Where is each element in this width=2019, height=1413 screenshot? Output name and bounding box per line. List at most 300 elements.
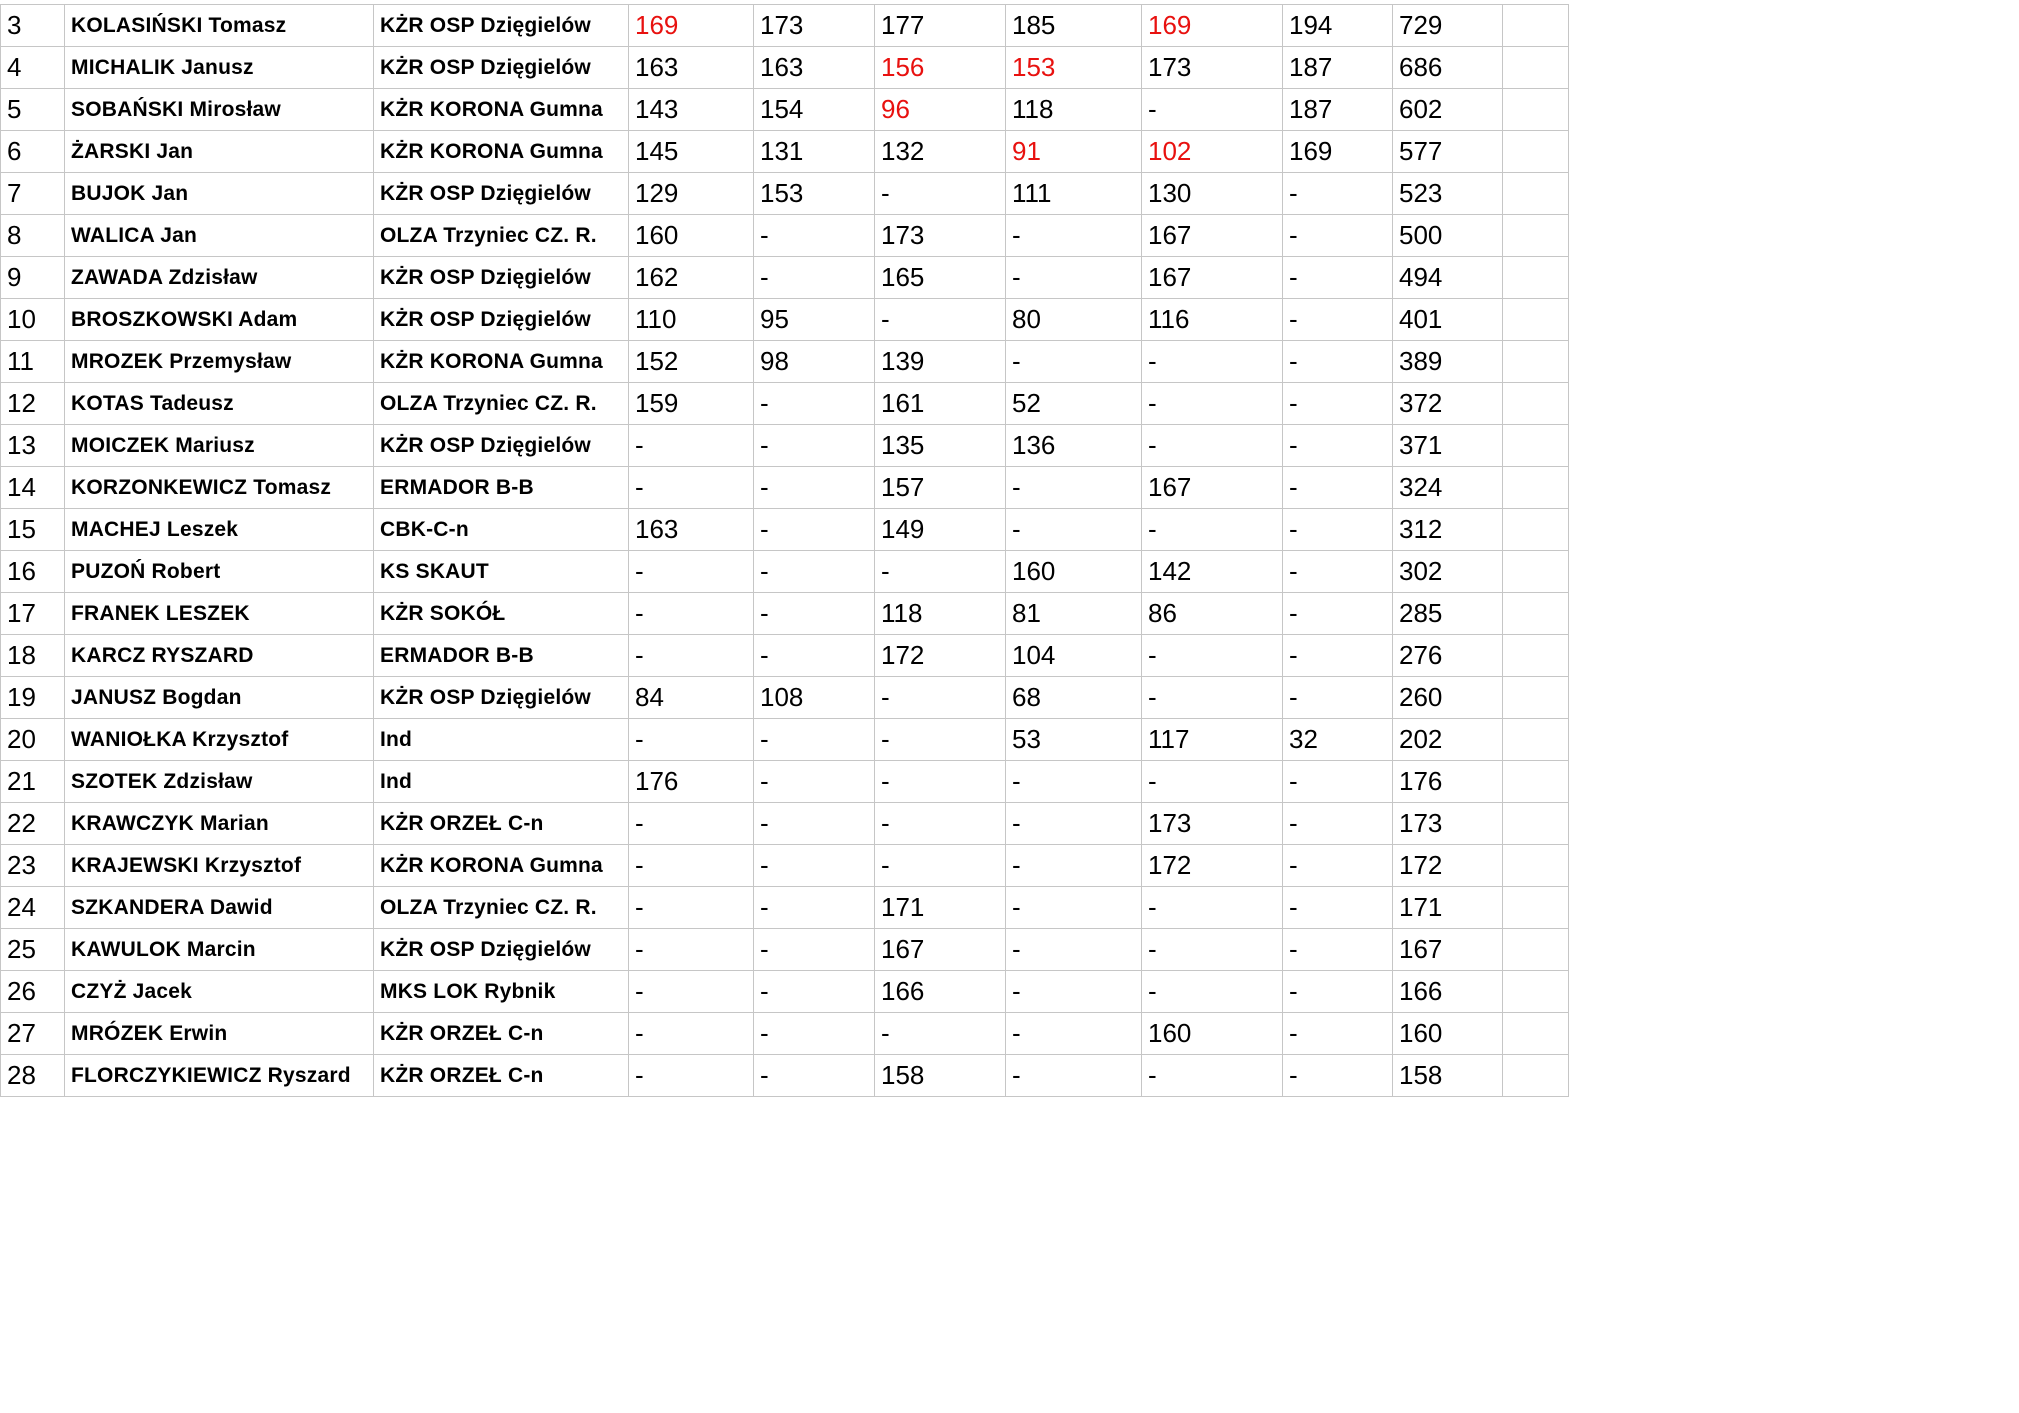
round-1-score-cell[interactable]: 163 — [629, 47, 754, 89]
place-cell[interactable]: 22 — [1, 803, 65, 845]
round-6-score-cell[interactable]: - — [1283, 383, 1393, 425]
club-cell[interactable]: KŻR OSP Dzięgielów — [374, 677, 629, 719]
round-4-score-cell[interactable]: 185 — [1006, 5, 1142, 47]
round-2-score-cell[interactable]: - — [754, 635, 875, 677]
place-cell[interactable]: 18 — [1, 635, 65, 677]
place-cell[interactable]: 4 — [1, 47, 65, 89]
competitor-name-cell[interactable]: KRAWCZYK Marian — [65, 803, 374, 845]
round-4-score-cell[interactable]: 52 — [1006, 383, 1142, 425]
round-5-score-cell[interactable]: 160 — [1142, 1013, 1283, 1055]
competitor-name-cell[interactable]: SZKANDERA Dawid — [65, 887, 374, 929]
round-6-score-cell[interactable]: 194 — [1283, 5, 1393, 47]
competitor-name-cell[interactable]: WANIOŁKA Krzysztof — [65, 719, 374, 761]
round-6-score-cell[interactable]: - — [1283, 803, 1393, 845]
round-2-score-cell[interactable]: - — [754, 467, 875, 509]
round-3-score-cell[interactable]: - — [875, 1013, 1006, 1055]
place-cell[interactable]: 17 — [1, 593, 65, 635]
place-cell[interactable]: 5 — [1, 89, 65, 131]
place-cell[interactable]: 8 — [1, 215, 65, 257]
round-4-score-cell[interactable]: 111 — [1006, 173, 1142, 215]
competitor-name-cell[interactable]: JANUSZ Bogdan — [65, 677, 374, 719]
total-score-cell[interactable]: 172 — [1393, 845, 1503, 887]
place-cell[interactable]: 16 — [1, 551, 65, 593]
total-score-cell[interactable]: 167 — [1393, 929, 1503, 971]
empty-cell[interactable] — [1503, 467, 1569, 509]
place-cell[interactable]: 20 — [1, 719, 65, 761]
total-score-cell[interactable]: 285 — [1393, 593, 1503, 635]
empty-cell[interactable] — [1503, 551, 1569, 593]
empty-cell[interactable] — [1503, 215, 1569, 257]
empty-cell[interactable] — [1503, 383, 1569, 425]
round-6-score-cell[interactable]: - — [1283, 635, 1393, 677]
round-6-score-cell[interactable]: - — [1283, 299, 1393, 341]
club-cell[interactable]: KŻR OSP Dzięgielów — [374, 5, 629, 47]
round-2-score-cell[interactable]: - — [754, 803, 875, 845]
round-5-score-cell[interactable]: - — [1142, 509, 1283, 551]
competitor-name-cell[interactable]: KAWULOK Marcin — [65, 929, 374, 971]
place-cell[interactable]: 13 — [1, 425, 65, 467]
total-score-cell[interactable]: 324 — [1393, 467, 1503, 509]
empty-cell[interactable] — [1503, 929, 1569, 971]
club-cell[interactable]: KŻR OSP Dzięgielów — [374, 929, 629, 971]
empty-cell[interactable] — [1503, 845, 1569, 887]
round-5-score-cell[interactable]: 173 — [1142, 47, 1283, 89]
place-cell[interactable]: 24 — [1, 887, 65, 929]
round-6-score-cell[interactable]: - — [1283, 551, 1393, 593]
table-row — [1, 803, 1569, 845]
round-4-score-cell[interactable]: - — [1006, 845, 1142, 887]
round-4-score-cell[interactable]: 80 — [1006, 299, 1142, 341]
club-cell[interactable]: MKS LOK Rybnik — [374, 971, 629, 1013]
round-5-score-cell[interactable]: 86 — [1142, 593, 1283, 635]
club-cell[interactable]: KŻR ORZEŁ C-n — [374, 1013, 629, 1055]
round-6-score-cell[interactable]: 187 — [1283, 89, 1393, 131]
round-4-score-cell[interactable]: - — [1006, 341, 1142, 383]
total-score-cell[interactable]: 302 — [1393, 551, 1503, 593]
round-3-score-cell[interactable]: 96 — [875, 89, 1006, 131]
total-score-cell[interactable]: 686 — [1393, 47, 1503, 89]
round-4-score-cell[interactable]: 53 — [1006, 719, 1142, 761]
place-cell[interactable]: 6 — [1, 131, 65, 173]
round-2-score-cell[interactable]: - — [754, 929, 875, 971]
round-5-score-cell[interactable]: - — [1142, 425, 1283, 467]
competitor-name-cell[interactable]: MROZEK Przemysław — [65, 341, 374, 383]
round-5-score-cell[interactable]: 116 — [1142, 299, 1283, 341]
round-2-score-cell[interactable]: - — [754, 593, 875, 635]
place-cell[interactable]: 7 — [1, 173, 65, 215]
round-3-score-cell[interactable]: 132 — [875, 131, 1006, 173]
table-row — [1, 761, 1569, 803]
round-1-score-cell[interactable]: 143 — [629, 89, 754, 131]
round-6-score-cell[interactable]: - — [1283, 215, 1393, 257]
round-6-score-cell[interactable]: - — [1283, 1055, 1393, 1097]
round-2-score-cell[interactable]: - — [754, 425, 875, 467]
round-1-score-cell[interactable]: 152 — [629, 341, 754, 383]
table-row — [1, 425, 1569, 467]
club-cell[interactable]: ERMADOR B-B — [374, 467, 629, 509]
competitor-name-cell[interactable]: FRANEK LESZEK — [65, 593, 374, 635]
total-score-cell[interactable]: 160 — [1393, 1013, 1503, 1055]
table-row — [1, 971, 1569, 1013]
round-1-score-cell[interactable]: - — [629, 845, 754, 887]
round-1-score-cell[interactable]: - — [629, 887, 754, 929]
round-6-score-cell[interactable]: 169 — [1283, 131, 1393, 173]
round-1-score-cell[interactable]: - — [629, 425, 754, 467]
round-1-score-cell[interactable]: 84 — [629, 677, 754, 719]
place-cell[interactable]: 15 — [1, 509, 65, 551]
round-5-score-cell[interactable]: - — [1142, 635, 1283, 677]
round-2-score-cell[interactable]: 173 — [754, 5, 875, 47]
round-1-score-cell[interactable]: - — [629, 1055, 754, 1097]
place-cell[interactable]: 12 — [1, 383, 65, 425]
round-5-score-cell[interactable]: - — [1142, 1055, 1283, 1097]
table-row — [1, 845, 1569, 887]
club-cell[interactable]: KŻR OSP Dzięgielów — [374, 173, 629, 215]
place-cell[interactable]: 28 — [1, 1055, 65, 1097]
club-cell[interactable]: OLZA Trzyniec CZ. R. — [374, 887, 629, 929]
competitor-name-cell[interactable]: MACHEJ Leszek — [65, 509, 374, 551]
round-4-score-cell[interactable]: - — [1006, 509, 1142, 551]
round-1-score-cell[interactable]: - — [629, 467, 754, 509]
round-2-score-cell[interactable]: 98 — [754, 341, 875, 383]
empty-cell[interactable] — [1503, 761, 1569, 803]
round-1-score-cell[interactable]: 160 — [629, 215, 754, 257]
round-1-score-cell[interactable]: - — [629, 971, 754, 1013]
table-row — [1, 593, 1569, 635]
round-3-score-cell[interactable]: 156 — [875, 47, 1006, 89]
total-score-cell[interactable]: 260 — [1393, 677, 1503, 719]
total-score-cell[interactable]: 389 — [1393, 341, 1503, 383]
total-score-cell[interactable]: 202 — [1393, 719, 1503, 761]
round-5-score-cell[interactable]: 172 — [1142, 845, 1283, 887]
empty-cell[interactable] — [1503, 131, 1569, 173]
competitor-name-cell[interactable]: ZAWADA Zdzisław — [65, 257, 374, 299]
round-1-score-cell[interactable]: - — [629, 1013, 754, 1055]
round-6-score-cell[interactable]: - — [1283, 173, 1393, 215]
round-5-score-cell[interactable]: - — [1142, 383, 1283, 425]
round-4-score-cell[interactable]: 118 — [1006, 89, 1142, 131]
competitor-name-cell[interactable]: KOLASIŃSKI Tomasz — [65, 5, 374, 47]
total-score-cell[interactable]: 166 — [1393, 971, 1503, 1013]
competitor-name-cell[interactable]: SOBAŃSKI Mirosław — [65, 89, 374, 131]
total-score-cell[interactable]: 494 — [1393, 257, 1503, 299]
place-cell[interactable]: 21 — [1, 761, 65, 803]
round-3-score-cell[interactable]: 167 — [875, 929, 1006, 971]
competitor-name-cell[interactable]: FLORCZYKIEWICZ Ryszard — [65, 1055, 374, 1097]
round-2-score-cell[interactable]: - — [754, 971, 875, 1013]
empty-cell[interactable] — [1503, 635, 1569, 677]
round-4-score-cell[interactable]: - — [1006, 1013, 1142, 1055]
round-3-score-cell[interactable]: 161 — [875, 383, 1006, 425]
empty-cell[interactable] — [1503, 719, 1569, 761]
total-score-cell[interactable]: 577 — [1393, 131, 1503, 173]
round-4-score-cell[interactable]: - — [1006, 971, 1142, 1013]
empty-cell[interactable] — [1503, 257, 1569, 299]
table-row — [1, 5, 1569, 47]
round-6-score-cell[interactable]: - — [1283, 929, 1393, 971]
round-6-score-cell[interactable]: - — [1283, 593, 1393, 635]
empty-cell[interactable] — [1503, 1013, 1569, 1055]
empty-cell[interactable] — [1503, 593, 1569, 635]
place-cell[interactable]: 19 — [1, 677, 65, 719]
round-4-score-cell[interactable]: - — [1006, 467, 1142, 509]
competitor-name-cell[interactable]: BROSZKOWSKI Adam — [65, 299, 374, 341]
round-5-score-cell[interactable]: - — [1142, 971, 1283, 1013]
round-6-score-cell[interactable]: - — [1283, 677, 1393, 719]
total-score-cell[interactable]: 729 — [1393, 5, 1503, 47]
round-1-score-cell[interactable]: - — [629, 635, 754, 677]
round-2-score-cell[interactable]: - — [754, 887, 875, 929]
round-4-score-cell[interactable]: - — [1006, 257, 1142, 299]
round-5-score-cell[interactable]: 169 — [1142, 5, 1283, 47]
round-2-score-cell[interactable]: 131 — [754, 131, 875, 173]
competitor-name-cell[interactable]: MOICZEK Mariusz — [65, 425, 374, 467]
place-cell[interactable]: 14 — [1, 467, 65, 509]
competitor-name-cell[interactable]: ŻARSKI Jan — [65, 131, 374, 173]
place-cell[interactable]: 26 — [1, 971, 65, 1013]
place-cell[interactable]: 27 — [1, 1013, 65, 1055]
club-cell[interactable]: KŻR SOKÓŁ — [374, 593, 629, 635]
club-cell[interactable]: KŻR OSP Dzięgielów — [374, 47, 629, 89]
club-cell[interactable]: KŻR OSP Dzięgielów — [374, 299, 629, 341]
empty-cell[interactable] — [1503, 887, 1569, 929]
table-row — [1, 215, 1569, 257]
round-2-score-cell[interactable]: - — [754, 551, 875, 593]
total-score-cell[interactable]: 171 — [1393, 887, 1503, 929]
round-6-score-cell[interactable]: - — [1283, 887, 1393, 929]
round-3-score-cell[interactable]: 177 — [875, 5, 1006, 47]
round-2-score-cell[interactable]: - — [754, 1013, 875, 1055]
round-4-score-cell[interactable]: - — [1006, 215, 1142, 257]
round-5-score-cell[interactable]: 102 — [1142, 131, 1283, 173]
competitor-name-cell[interactable]: KARCZ RYSZARD — [65, 635, 374, 677]
round-3-score-cell[interactable]: - — [875, 173, 1006, 215]
competitor-name-cell[interactable]: CZYŻ Jacek — [65, 971, 374, 1013]
round-4-score-cell[interactable]: - — [1006, 887, 1142, 929]
place-cell[interactable]: 3 — [1, 5, 65, 47]
club-cell[interactable]: Ind — [374, 719, 629, 761]
round-2-score-cell[interactable]: 153 — [754, 173, 875, 215]
total-score-cell[interactable]: 276 — [1393, 635, 1503, 677]
round-3-score-cell[interactable]: 166 — [875, 971, 1006, 1013]
round-2-score-cell[interactable]: 163 — [754, 47, 875, 89]
competitor-name-cell[interactable]: KORZONKEWICZ Tomasz — [65, 467, 374, 509]
empty-cell[interactable] — [1503, 299, 1569, 341]
place-cell[interactable]: 23 — [1, 845, 65, 887]
round-2-score-cell[interactable]: - — [754, 257, 875, 299]
round-3-score-cell[interactable]: 173 — [875, 215, 1006, 257]
round-4-score-cell[interactable]: 81 — [1006, 593, 1142, 635]
round-6-score-cell[interactable]: - — [1283, 845, 1393, 887]
round-6-score-cell[interactable]: - — [1283, 467, 1393, 509]
total-score-cell[interactable]: 500 — [1393, 215, 1503, 257]
club-cell[interactable]: ERMADOR B-B — [374, 635, 629, 677]
round-5-score-cell[interactable]: 167 — [1142, 467, 1283, 509]
round-3-score-cell[interactable]: - — [875, 761, 1006, 803]
round-6-score-cell[interactable]: - — [1283, 509, 1393, 551]
round-1-score-cell[interactable]: - — [629, 551, 754, 593]
round-3-score-cell[interactable]: - — [875, 803, 1006, 845]
round-2-score-cell[interactable]: - — [754, 1055, 875, 1097]
round-4-score-cell[interactable]: 91 — [1006, 131, 1142, 173]
round-2-score-cell[interactable]: - — [754, 383, 875, 425]
round-4-score-cell[interactable]: - — [1006, 803, 1142, 845]
round-5-score-cell[interactable]: - — [1142, 887, 1283, 929]
round-5-score-cell[interactable]: - — [1142, 677, 1283, 719]
round-4-score-cell[interactable]: - — [1006, 1055, 1142, 1097]
round-4-score-cell[interactable]: 153 — [1006, 47, 1142, 89]
place-cell[interactable]: 9 — [1, 257, 65, 299]
round-1-score-cell[interactable]: - — [629, 593, 754, 635]
round-5-score-cell[interactable]: 167 — [1142, 257, 1283, 299]
round-1-score-cell[interactable]: 176 — [629, 761, 754, 803]
round-5-score-cell[interactable]: - — [1142, 761, 1283, 803]
competitor-name-cell[interactable]: KRAJEWSKI Krzysztof — [65, 845, 374, 887]
round-3-score-cell[interactable]: 139 — [875, 341, 1006, 383]
round-1-score-cell[interactable]: - — [629, 803, 754, 845]
round-1-score-cell[interactable]: 163 — [629, 509, 754, 551]
round-1-score-cell[interactable]: 110 — [629, 299, 754, 341]
round-6-score-cell[interactable]: - — [1283, 257, 1393, 299]
round-4-score-cell[interactable]: - — [1006, 761, 1142, 803]
round-3-score-cell[interactable]: 165 — [875, 257, 1006, 299]
round-3-score-cell[interactable]: - — [875, 845, 1006, 887]
club-cell[interactable]: CBK-C-n — [374, 509, 629, 551]
round-1-score-cell[interactable]: - — [629, 719, 754, 761]
round-6-score-cell[interactable]: - — [1283, 341, 1393, 383]
club-cell[interactable]: KŻR KORONA Gumna — [374, 89, 629, 131]
round-2-score-cell[interactable]: - — [754, 719, 875, 761]
round-5-score-cell[interactable]: 167 — [1142, 215, 1283, 257]
club-cell[interactable]: KŻR OSP Dzięgielów — [374, 425, 629, 467]
total-score-cell[interactable]: 176 — [1393, 761, 1503, 803]
empty-cell[interactable] — [1503, 509, 1569, 551]
competitor-name-cell[interactable]: KOTAS Tadeusz — [65, 383, 374, 425]
round-2-score-cell[interactable]: - — [754, 509, 875, 551]
round-2-score-cell[interactable]: 154 — [754, 89, 875, 131]
total-score-cell[interactable]: 523 — [1393, 173, 1503, 215]
round-6-score-cell[interactable]: 187 — [1283, 47, 1393, 89]
club-cell[interactable]: KS SKAUT — [374, 551, 629, 593]
round-3-score-cell[interactable]: - — [875, 677, 1006, 719]
round-5-score-cell[interactable]: - — [1142, 341, 1283, 383]
round-5-score-cell[interactable]: 130 — [1142, 173, 1283, 215]
round-6-score-cell[interactable]: - — [1283, 761, 1393, 803]
round-3-score-cell[interactable]: 172 — [875, 635, 1006, 677]
competitor-name-cell[interactable]: WALICA Jan — [65, 215, 374, 257]
round-3-score-cell[interactable]: - — [875, 299, 1006, 341]
table-row — [1, 467, 1569, 509]
total-score-cell[interactable]: 602 — [1393, 89, 1503, 131]
round-1-score-cell[interactable]: - — [629, 929, 754, 971]
total-score-cell[interactable]: 372 — [1393, 383, 1503, 425]
total-score-cell[interactable]: 158 — [1393, 1055, 1503, 1097]
competitor-name-cell[interactable]: BUJOK Jan — [65, 173, 374, 215]
round-3-score-cell[interactable]: - — [875, 551, 1006, 593]
round-3-score-cell[interactable]: 158 — [875, 1055, 1006, 1097]
round-1-score-cell[interactable]: 162 — [629, 257, 754, 299]
round-4-score-cell[interactable]: 68 — [1006, 677, 1142, 719]
round-5-score-cell[interactable]: 117 — [1142, 719, 1283, 761]
round-1-score-cell[interactable]: 145 — [629, 131, 754, 173]
empty-cell[interactable] — [1503, 47, 1569, 89]
empty-cell[interactable] — [1503, 341, 1569, 383]
round-6-score-cell[interactable]: - — [1283, 425, 1393, 467]
club-cell[interactable]: KŻR KORONA Gumna — [374, 341, 629, 383]
club-cell[interactable]: Ind — [374, 761, 629, 803]
round-1-score-cell[interactable]: 159 — [629, 383, 754, 425]
empty-cell[interactable] — [1503, 5, 1569, 47]
total-score-cell[interactable]: 173 — [1393, 803, 1503, 845]
club-cell[interactable]: KŻR KORONA Gumna — [374, 845, 629, 887]
empty-cell[interactable] — [1503, 1055, 1569, 1097]
club-cell[interactable]: KŻR ORZEŁ C-n — [374, 803, 629, 845]
table-row — [1, 719, 1569, 761]
round-6-score-cell[interactable]: 32 — [1283, 719, 1393, 761]
round-3-score-cell[interactable]: - — [875, 719, 1006, 761]
round-3-score-cell[interactable]: 135 — [875, 425, 1006, 467]
round-4-score-cell[interactable]: 160 — [1006, 551, 1142, 593]
round-5-score-cell[interactable]: - — [1142, 929, 1283, 971]
competitor-name-cell[interactable]: MICHALIK Janusz — [65, 47, 374, 89]
competitor-name-cell[interactable]: PUZOŃ Robert — [65, 551, 374, 593]
round-2-score-cell[interactable]: - — [754, 215, 875, 257]
total-score-cell[interactable]: 371 — [1393, 425, 1503, 467]
table-row — [1, 383, 1569, 425]
round-2-score-cell[interactable]: 108 — [754, 677, 875, 719]
competitor-name-cell[interactable]: SZOTEK Zdzisław — [65, 761, 374, 803]
total-score-cell[interactable]: 312 — [1393, 509, 1503, 551]
empty-cell[interactable] — [1503, 971, 1569, 1013]
table-row — [1, 551, 1569, 593]
round-2-score-cell[interactable]: - — [754, 761, 875, 803]
round-4-score-cell[interactable]: 136 — [1006, 425, 1142, 467]
round-3-score-cell[interactable]: 149 — [875, 509, 1006, 551]
club-cell[interactable]: OLZA Trzyniec CZ. R. — [374, 215, 629, 257]
round-4-score-cell[interactable]: - — [1006, 929, 1142, 971]
place-cell[interactable]: 10 — [1, 299, 65, 341]
round-1-score-cell[interactable]: 169 — [629, 5, 754, 47]
round-2-score-cell[interactable]: - — [754, 845, 875, 887]
empty-cell[interactable] — [1503, 803, 1569, 845]
table-row — [1, 677, 1569, 719]
round-6-score-cell[interactable]: - — [1283, 971, 1393, 1013]
round-5-score-cell[interactable]: - — [1142, 89, 1283, 131]
round-4-score-cell[interactable]: 104 — [1006, 635, 1142, 677]
empty-cell[interactable] — [1503, 89, 1569, 131]
round-5-score-cell[interactable]: 142 — [1142, 551, 1283, 593]
total-score-cell[interactable]: 401 — [1393, 299, 1503, 341]
round-6-score-cell[interactable]: - — [1283, 1013, 1393, 1055]
club-cell[interactable]: KŻR KORONA Gumna — [374, 131, 629, 173]
empty-cell[interactable] — [1503, 173, 1569, 215]
round-3-score-cell[interactable]: 171 — [875, 887, 1006, 929]
competitor-name-cell[interactable]: MRÓZEK Erwin — [65, 1013, 374, 1055]
empty-cell[interactable] — [1503, 425, 1569, 467]
round-3-score-cell[interactable]: 118 — [875, 593, 1006, 635]
round-1-score-cell[interactable]: 129 — [629, 173, 754, 215]
empty-cell[interactable] — [1503, 677, 1569, 719]
club-cell[interactable]: OLZA Trzyniec CZ. R. — [374, 383, 629, 425]
place-cell[interactable]: 25 — [1, 929, 65, 971]
table-row — [1, 1055, 1569, 1097]
club-cell[interactable]: KŻR OSP Dzięgielów — [374, 257, 629, 299]
club-cell[interactable]: KŻR ORZEŁ C-n — [374, 1055, 629, 1097]
place-cell[interactable]: 11 — [1, 341, 65, 383]
round-5-score-cell[interactable]: 173 — [1142, 803, 1283, 845]
round-2-score-cell[interactable]: 95 — [754, 299, 875, 341]
round-3-score-cell[interactable]: 157 — [875, 467, 1006, 509]
